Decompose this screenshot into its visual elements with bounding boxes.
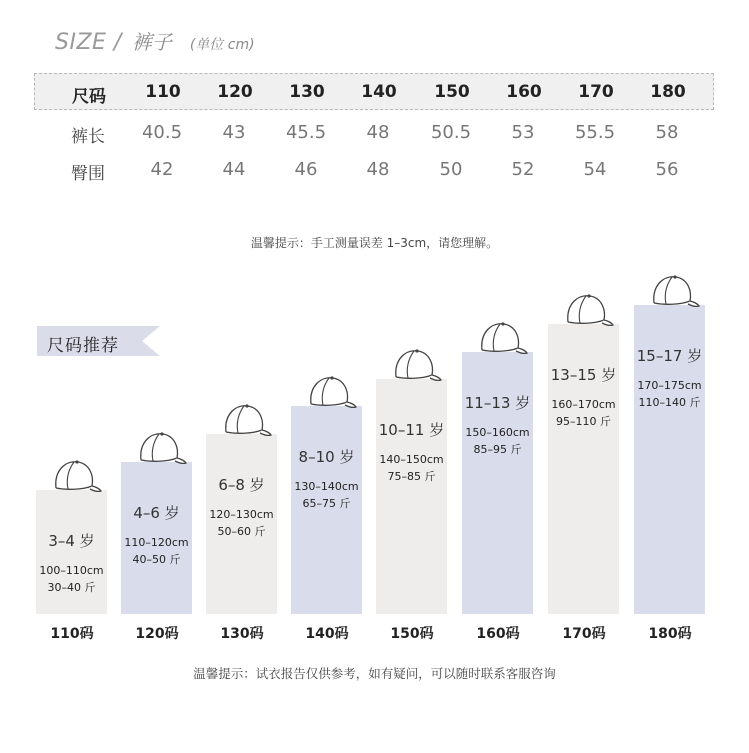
bar-info bbox=[121, 534, 192, 568]
table-cell: 53 bbox=[511, 122, 535, 143]
bar-info bbox=[548, 396, 619, 430]
bar-height: 170–175cm bbox=[637, 379, 702, 392]
table-cell: 43 bbox=[222, 122, 246, 143]
table-header-size: 120 bbox=[217, 82, 253, 102]
bar-age: 13–15 岁 bbox=[550, 366, 617, 384]
table-cell: 44 bbox=[222, 159, 246, 180]
bar-height: 150–160cm bbox=[465, 426, 530, 439]
size-bar bbox=[634, 305, 705, 614]
row-label: 臀围 bbox=[71, 164, 105, 184]
table-cell: 48 bbox=[366, 159, 390, 180]
table-header-size: 160 bbox=[506, 82, 542, 102]
bar-weight: 75–85 斤 bbox=[387, 470, 436, 483]
table-cell: 42 bbox=[150, 159, 174, 180]
baseball-cap-icon bbox=[646, 271, 700, 311]
size-label: 150码 bbox=[390, 626, 434, 642]
size-bar bbox=[548, 324, 619, 614]
table-row-length bbox=[34, 122, 714, 152]
bar-age: 11–13 岁 bbox=[464, 394, 531, 412]
baseball-cap-icon bbox=[388, 345, 442, 385]
size-bar bbox=[206, 434, 277, 614]
size-label: 160码 bbox=[476, 626, 520, 642]
table-cell: 54 bbox=[583, 159, 607, 180]
table-header-size: 130 bbox=[289, 82, 325, 102]
bar-height: 140–150cm bbox=[379, 453, 444, 466]
baseball-cap-icon bbox=[133, 428, 187, 468]
baseball-cap-icon bbox=[48, 456, 102, 496]
bar-info bbox=[36, 562, 107, 596]
baseball-cap-icon bbox=[218, 400, 272, 440]
page-title bbox=[55, 26, 255, 55]
bar-info bbox=[291, 478, 362, 512]
recommend-tag bbox=[37, 326, 160, 356]
baseball-cap-icon bbox=[560, 290, 614, 330]
bar-age: 4–6 岁 bbox=[133, 504, 180, 522]
bar-info bbox=[376, 451, 447, 485]
table-cell: 48 bbox=[366, 122, 390, 143]
size-label: 170码 bbox=[562, 626, 606, 642]
table-cell: 55.5 bbox=[574, 122, 616, 143]
bar-weight: 65–75 斤 bbox=[302, 497, 351, 510]
table-cell: 52 bbox=[511, 159, 535, 180]
table-header-size: 170 bbox=[578, 82, 614, 102]
bar-weight: 50–60 斤 bbox=[217, 525, 266, 538]
unit-label: (单位 cm) bbox=[189, 37, 255, 53]
table-cell: 50 bbox=[439, 159, 463, 180]
recommend-label: 尺码推荐 bbox=[47, 336, 119, 356]
bar-info bbox=[462, 424, 533, 458]
table-cell: 40.5 bbox=[141, 122, 183, 143]
table-cell: 50.5 bbox=[430, 122, 472, 143]
size-label: 120码 bbox=[135, 626, 179, 642]
bar-height: 110–120cm bbox=[124, 536, 189, 549]
bar-weight: 85–95 斤 bbox=[473, 443, 522, 456]
bar-age: 6–8 岁 bbox=[218, 476, 265, 494]
bar-age: 10–11 岁 bbox=[378, 421, 445, 439]
bar-height: 130–140cm bbox=[294, 480, 359, 493]
table-header-size: 110 bbox=[145, 82, 181, 102]
measure-tip: 温馨提示：手工测量误差 1–3cm，请您理解。 bbox=[250, 236, 499, 250]
bar-height: 160–170cm bbox=[551, 398, 616, 411]
table-cell: 45.5 bbox=[285, 122, 327, 143]
size-label: 110码 bbox=[50, 626, 94, 642]
size-bar bbox=[291, 406, 362, 614]
bar-height: 120–130cm bbox=[209, 508, 274, 521]
baseball-cap-icon bbox=[303, 372, 357, 412]
baseball-cap-icon bbox=[474, 318, 528, 358]
size-bar bbox=[36, 490, 107, 614]
bar-info bbox=[206, 506, 277, 540]
bar-weight: 30–40 斤 bbox=[47, 581, 96, 594]
table-header-size: 140 bbox=[361, 82, 397, 102]
table-header-size: 150 bbox=[434, 82, 470, 102]
table-cell: 56 bbox=[655, 159, 679, 180]
table-row-hip bbox=[34, 159, 714, 189]
size-label: 180码 bbox=[648, 626, 692, 642]
bar-age: 15–17 岁 bbox=[636, 347, 703, 365]
size-table-header bbox=[34, 73, 714, 110]
bar-weight: 110–140 斤 bbox=[638, 396, 701, 409]
table-cell: 46 bbox=[294, 159, 318, 180]
bar-info bbox=[634, 377, 705, 411]
table-header-label: 尺码 bbox=[72, 87, 106, 107]
table-header-size: 180 bbox=[650, 82, 686, 102]
size-bar bbox=[376, 379, 447, 614]
size-bar bbox=[462, 352, 533, 614]
table-cell: 58 bbox=[655, 122, 679, 143]
size-label: 130码 bbox=[220, 626, 264, 642]
bar-height: 100–110cm bbox=[39, 564, 104, 577]
bar-age: 8–10 岁 bbox=[298, 448, 355, 466]
product-name: 裤子 bbox=[131, 30, 172, 54]
bar-weight: 40–50 斤 bbox=[132, 553, 181, 566]
fit-tip: 温馨提示：试衣报告仅供参考，如有疑问，可以随时联系客服咨询 bbox=[193, 666, 556, 681]
size-label: SIZE / bbox=[55, 30, 122, 55]
bar-age: 3–4 岁 bbox=[48, 532, 95, 550]
row-label: 裤长 bbox=[71, 127, 105, 147]
size-label: 140码 bbox=[305, 626, 349, 642]
size-bar bbox=[121, 462, 192, 614]
bar-weight: 95–110 斤 bbox=[556, 415, 611, 428]
